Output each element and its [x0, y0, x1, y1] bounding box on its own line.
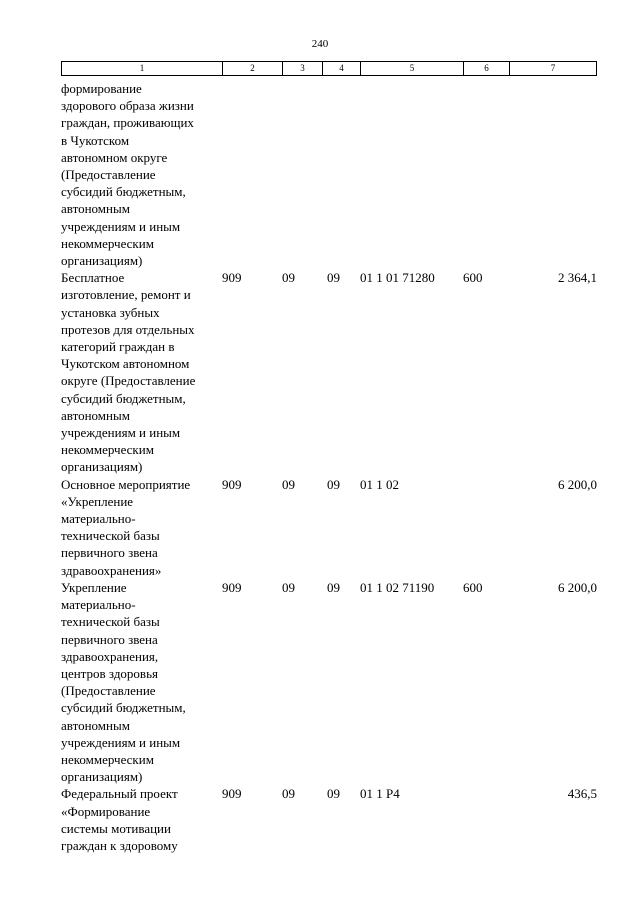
table-header	[61, 61, 597, 76]
row-name-line: автономным	[61, 201, 130, 217]
table-body	[61, 80, 597, 854]
row-name-line: автономным	[61, 407, 130, 423]
row-subsection: 09	[327, 476, 340, 492]
header-col-3: 3	[283, 62, 323, 75]
row-article: 01 1 01 71280	[360, 270, 435, 286]
row-section: 09	[282, 270, 295, 286]
row-name-line: «Формирование	[61, 803, 151, 819]
row-code	[222, 80, 282, 269]
row-section: 09	[282, 786, 295, 802]
row-code: 909	[222, 476, 242, 492]
row-expense-type	[463, 80, 509, 269]
row-name-line: некоммерческим	[61, 235, 154, 251]
row-name-line: первичного звена	[61, 545, 158, 561]
header-col-1: 1	[62, 62, 223, 75]
row-name-line: граждан, проживающих	[61, 115, 194, 131]
row-name-line: организациям)	[61, 769, 143, 785]
row-name-line: технической базы	[61, 614, 160, 630]
row-expense-type: 600	[463, 579, 483, 595]
row-name-line: системы мотивации	[61, 820, 171, 836]
row-sum: 2 364,1	[558, 270, 597, 286]
row-sum: 6 200,0	[558, 579, 597, 595]
header-col-7: 7	[550, 63, 556, 73]
table-row	[61, 80, 597, 269]
row-name-line: материально-	[61, 511, 136, 527]
row-section: 09	[282, 476, 295, 492]
row-name-line: округе (Предоставление	[61, 373, 196, 389]
row-section	[282, 80, 322, 269]
row-sum: 436,5	[567, 786, 597, 802]
row-name	[61, 579, 222, 785]
row-code: 909	[222, 786, 242, 802]
row-section: 09	[282, 579, 295, 595]
header-col-4: 4	[323, 62, 361, 75]
row-name-line: изготовление, ремонт и	[61, 287, 191, 303]
row-expense-type	[463, 785, 509, 854]
row-name	[61, 80, 222, 269]
row-name-line: (Предоставление	[61, 167, 156, 183]
row-article	[360, 80, 463, 269]
row-name-line: Федеральный проект	[61, 786, 178, 802]
row-name-line: формирование	[61, 81, 142, 96]
row-name	[61, 785, 222, 854]
row-name-line: субсидий бюджетным,	[61, 184, 186, 200]
row-name-line: автономным	[61, 717, 130, 733]
header-col-2: 2	[223, 62, 283, 75]
row-name-line: (Предоставление	[61, 683, 156, 699]
row-name-line: первичного звена	[61, 631, 158, 647]
row-name-line: организациям)	[61, 253, 143, 269]
page-number: 240	[311, 38, 329, 50]
table-row	[61, 785, 597, 854]
row-subsection: 09	[327, 270, 340, 286]
row-name-line: субсидий бюджетным,	[61, 390, 186, 406]
row-name-line: «Укрепление	[61, 493, 134, 509]
row-name-line: учреждениям и иным	[61, 734, 181, 750]
row-name-line: учреждениям и иным	[61, 425, 181, 441]
row-name	[61, 269, 222, 475]
row-name-line: протезов для отдельных	[61, 321, 195, 337]
table-row	[61, 476, 597, 579]
table-row	[61, 579, 597, 785]
row-name-line: здравоохранения»	[61, 562, 162, 578]
row-name-line: субсидий бюджетным,	[61, 700, 186, 716]
row-name-line: Укрепление	[61, 579, 127, 595]
row-code: 909	[222, 270, 242, 286]
row-name-line: Бесплатное	[61, 270, 125, 286]
row-article: 01 1 02 71190	[360, 579, 435, 595]
row-name-line: Основное мероприятие	[61, 476, 191, 492]
row-name-line: граждан к здоровому	[61, 837, 178, 853]
row-article: 01 1 02	[360, 476, 399, 492]
row-name-line: в Чукотском	[61, 132, 130, 148]
row-name	[61, 476, 222, 579]
row-sum	[509, 80, 597, 269]
header-col-5: 5	[361, 62, 464, 75]
row-name-line: некоммерческим	[61, 751, 154, 767]
row-subsection: 09	[327, 786, 340, 802]
row-name-line: установка зубных	[61, 304, 160, 320]
row-name-line: автономном округе	[61, 149, 168, 165]
row-expense-type	[463, 476, 509, 579]
row-expense-type: 600	[463, 270, 483, 286]
row-subsection	[322, 80, 360, 269]
row-subsection: 09	[327, 579, 340, 595]
table-row	[61, 269, 597, 475]
row-code: 909	[222, 579, 242, 595]
row-sum: 6 200,0	[558, 476, 597, 492]
row-name-line: здорового образа жизни	[61, 98, 194, 114]
row-name-line: здравоохранения,	[61, 648, 159, 664]
row-name-line: технической базы	[61, 528, 160, 544]
row-name-line: организациям)	[61, 459, 143, 475]
row-name-line: некоммерческим	[61, 442, 154, 458]
header-col-6: 6	[464, 62, 510, 75]
row-article: 01 1 P4	[360, 786, 400, 802]
row-name-line: центров здоровья	[61, 665, 158, 681]
row-name-line: Чукотском автономном	[61, 356, 190, 372]
row-name-line: категорий граждан в	[61, 339, 175, 355]
row-name-line: учреждениям и иным	[61, 218, 181, 234]
row-name-line: материально-	[61, 597, 136, 613]
